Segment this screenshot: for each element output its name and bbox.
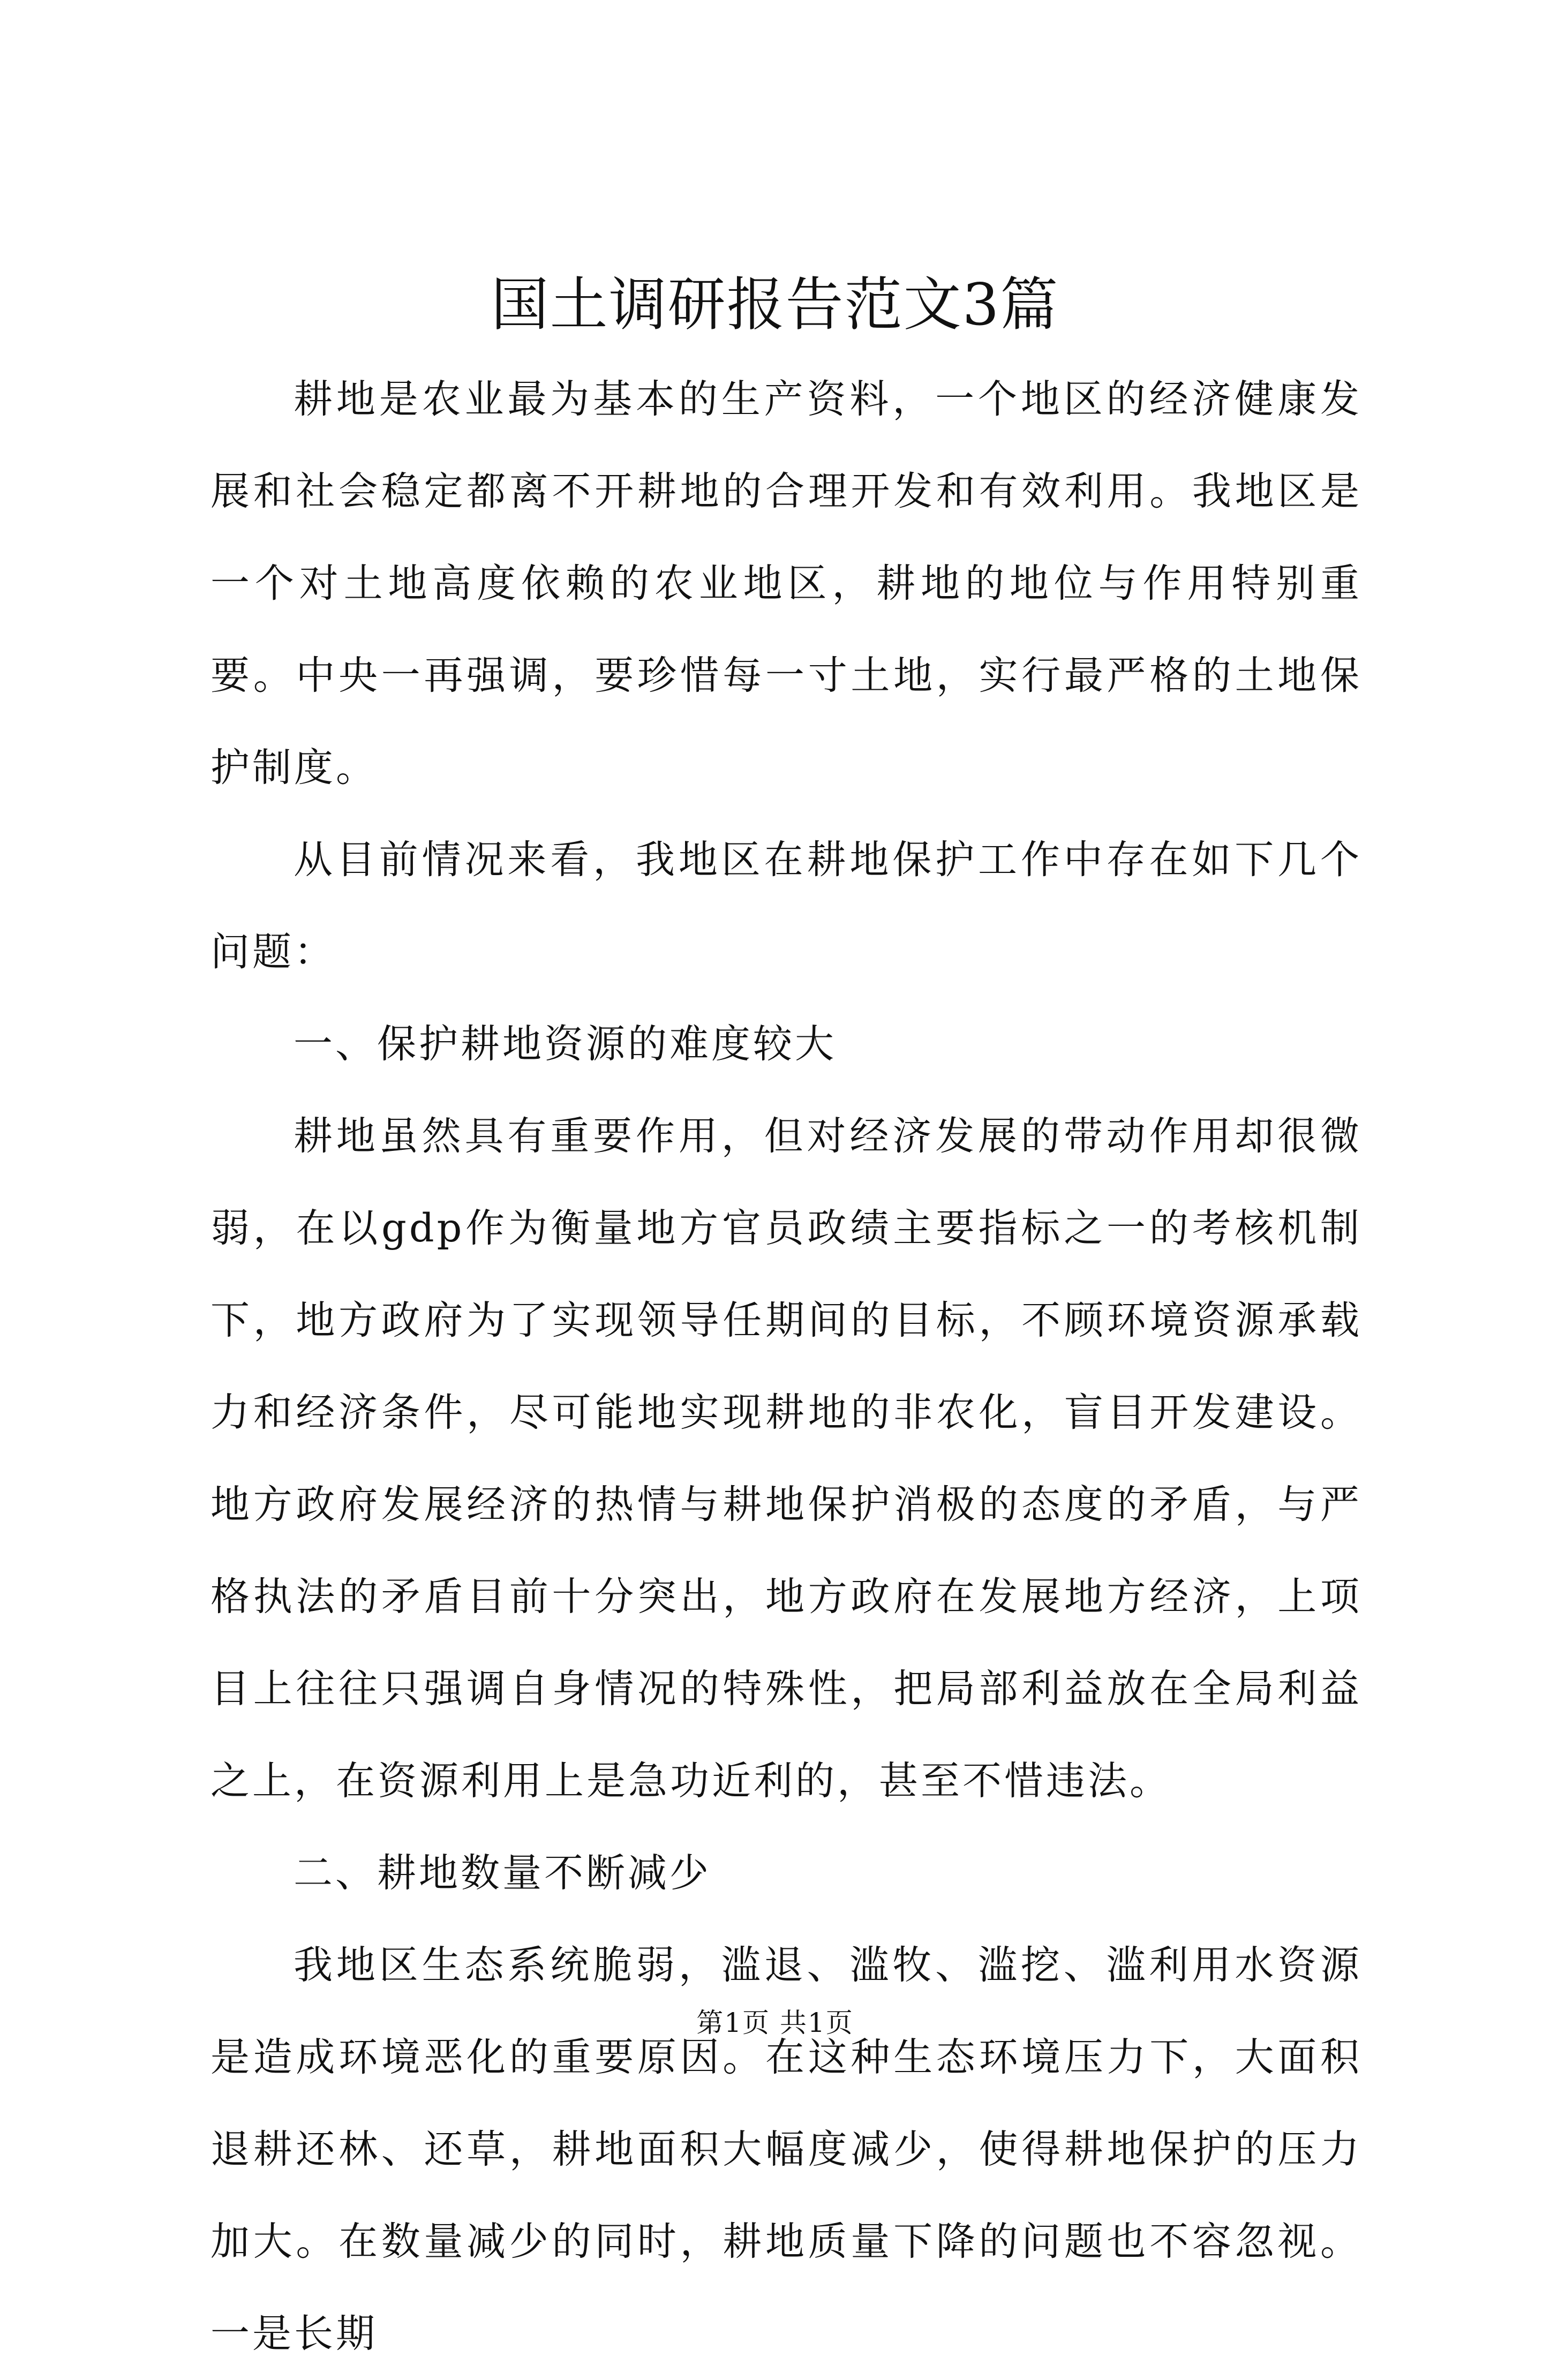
section-heading-1: 一、保护耕地资源的难度较大 [294, 1021, 837, 1067]
paragraph-section-2: 我地区生态系统脆弱，滥退、滥牧、滥挖、滥利用水资源是造成环境恶化的重要原因。在这种生态环境压力下，大面积退耕还林、还草，耕地面积大幅度减少，使得耕地保护的压力加大。在数量减少的同时，耕地质量下降的问题也不容忽视。一是长期 [210, 1942, 1362, 2356]
document-body [210, 353, 1362, 2380]
page-footer [0, 2004, 1550, 2042]
section-heading-2: 二、耕地数量不断减少 [294, 1850, 711, 1896]
document-title: 国土调研报告范文3篇 [491, 272, 1059, 338]
page-number: 第1页 [696, 2007, 771, 2038]
page-total: 共1页 [779, 2007, 854, 2038]
paragraph-section-1: 耕地虽然具有重要作用，但对经济发展的带动作用却很微弱，在以gdp作为衡量地方官员政绩主要指标之一的考核机制下，地方政府为了实现领导任期间的目标，不顾环境资源承载力和经济条件，尽可能地实现耕地的非农化，盲目开发建设。地方政府发展经济的热情与耕地保护消极的态度的矛盾，与严格执法的矛盾目前十分突出，地方政府在发展地方经济，上项目上往往只强调自身情况的特殊性，把局部利益放在全局利益之上，在资源利用上是急功近利的，甚至不惜违法。 [210, 1113, 1362, 1804]
paragraph-intro: 耕地是农业最为基本的生产资料，一个地区的经济健康发展和社会稳定都离不开耕地的合理开发和有效利用。我地区是一个对土地高度依赖的农业地区，耕地的地位与作用特别重要。中央一再强调，要珍惜每一寸土地，实行最严格的土地保护制度。 [210, 376, 1362, 790]
paragraph-problems-intro: 从目前情况来看，我地区在耕地保护工作中存在如下几个问题： [210, 837, 1362, 975]
